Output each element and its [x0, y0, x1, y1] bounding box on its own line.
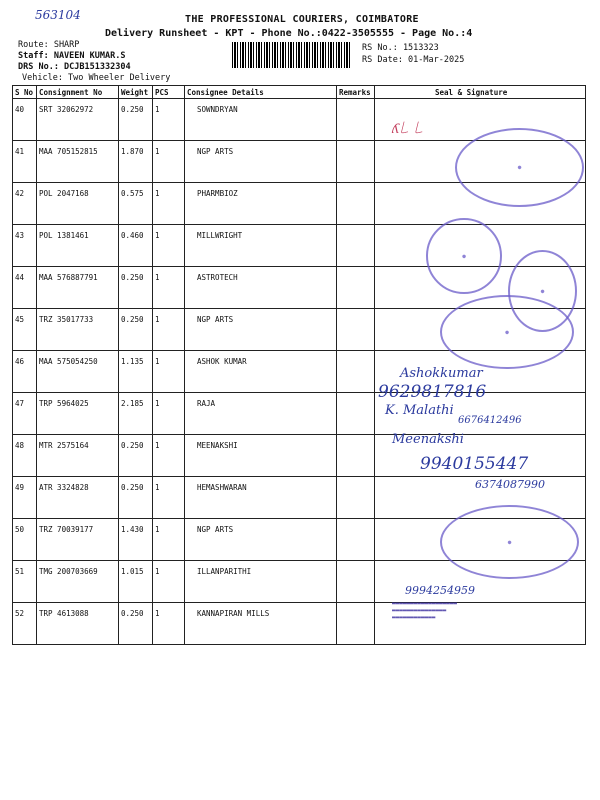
table-row	[13, 393, 586, 435]
cell-sno: 41	[13, 141, 37, 183]
cell-weight: 2.185	[119, 393, 153, 435]
col-pcs: PCS	[153, 86, 185, 99]
cell-consignee: ASTROTECH	[185, 267, 337, 309]
phone-49b: 6374087990	[475, 478, 545, 491]
cell-pcs: 1	[153, 351, 185, 393]
cell-remarks	[337, 351, 375, 393]
cell-pcs: 1	[153, 561, 185, 603]
cell-sno: 47	[13, 393, 37, 435]
phone-51: 9994254959	[405, 584, 475, 597]
cell-sno: 50	[13, 519, 37, 561]
cell-weight: 1.430	[119, 519, 153, 561]
phone-47: 6676412496	[458, 415, 522, 426]
cell-weight: 0.250	[119, 603, 153, 645]
signature-47: K. Malathi	[385, 403, 454, 418]
cell-sno: 42	[13, 183, 37, 225]
handwritten-reference-number: 563104	[35, 8, 81, 22]
cell-remarks	[337, 99, 375, 141]
cell-consignment: TMG 200703669	[37, 561, 119, 603]
col-consignee: Consignee Details	[185, 86, 337, 99]
cell-consignee: MEENAKSHI	[185, 435, 337, 477]
drs-number: DRS No.: DCJB151332304	[18, 62, 131, 72]
cell-remarks	[337, 603, 375, 645]
cell-consignment: TRP 5964025	[37, 393, 119, 435]
cell-sno: 49	[13, 477, 37, 519]
cell-consignee: MILLWRIGHT	[185, 225, 337, 267]
cell-pcs: 1	[153, 519, 185, 561]
col-remarks: Remarks	[337, 86, 375, 99]
cell-remarks	[337, 225, 375, 267]
cell-sno: 45	[13, 309, 37, 351]
document-title: THE PROFESSIONAL COURIERS, COIMBATORE	[185, 14, 419, 25]
cell-consignment: POL 1381461	[37, 225, 119, 267]
cell-consignee: RAJA	[185, 393, 337, 435]
cell-consignee: ILLANPARITHI	[185, 561, 337, 603]
ngp-seal-stamp-1: ●	[440, 295, 574, 369]
table-header-row	[13, 86, 586, 99]
cell-weight: 1.870	[119, 141, 153, 183]
cell-consignment: MAA 705152815	[37, 141, 119, 183]
cell-consignee: SOWNDRYAN	[185, 99, 337, 141]
cell-remarks	[337, 141, 375, 183]
cell-remarks	[337, 393, 375, 435]
cell-consignment: TRP 4613088	[37, 603, 119, 645]
cell-consignee: PHARMBIOZ	[185, 183, 337, 225]
cell-sno: 51	[13, 561, 37, 603]
cell-sno: 44	[13, 267, 37, 309]
signature-40: ʎ꒒ ꒒	[392, 122, 424, 137]
document-subtitle: Delivery Runsheet - KPT - Phone No.:0422-3505555 - Page No.:4	[105, 28, 473, 39]
barcode	[232, 42, 352, 68]
cell-remarks	[337, 309, 375, 351]
cell-pcs: 1	[153, 309, 185, 351]
signature-48: Meenakshi	[392, 432, 464, 447]
cell-pcs: 1	[153, 99, 185, 141]
cell-pcs: 1	[153, 267, 185, 309]
col-weight: Weight	[119, 86, 153, 99]
cell-consignee: ASHOK KUMAR	[185, 351, 337, 393]
cell-pcs: 1	[153, 393, 185, 435]
cell-weight: 0.250	[119, 435, 153, 477]
cell-consignee: KANNAPIRAN MILLS	[185, 603, 337, 645]
vehicle-label: Vehicle: Two Wheeler Delivery	[22, 73, 171, 83]
round-seal-stamp: ●	[426, 218, 502, 294]
cell-weight: 0.250	[119, 99, 153, 141]
cell-sno: 48	[13, 435, 37, 477]
cell-weight: 1.015	[119, 561, 153, 603]
cell-pcs: 1	[153, 183, 185, 225]
cell-sno: 40	[13, 99, 37, 141]
col-sno: S No	[13, 86, 37, 99]
cell-sno: 43	[13, 225, 37, 267]
cell-remarks	[337, 519, 375, 561]
cell-consignee: NGP ARTS	[185, 141, 337, 183]
company-seal-stamp: ●	[455, 128, 584, 207]
kannapiran-mills-stamp: ▬▬▬▬▬▬▬▬▬▬▬▬▬▬▬▬▬▬ ▬▬▬▬▬▬▬▬▬▬▬▬▬▬▬ ▬▬▬▬▬▬▬▬▬▬▬▬	[392, 600, 458, 621]
phone-49: 9940155447	[420, 454, 529, 474]
cell-pcs: 1	[153, 225, 185, 267]
col-consignment: Consignment No	[37, 86, 119, 99]
cell-weight: 0.250	[119, 267, 153, 309]
cell-sno: 46	[13, 351, 37, 393]
cell-pcs: 1	[153, 141, 185, 183]
cell-weight: 0.460	[119, 225, 153, 267]
signature-46: Ashokkumar	[400, 366, 483, 381]
cell-consignment: MAA 576887791	[37, 267, 119, 309]
cell-pcs: 1	[153, 477, 185, 519]
cell-weight: 1.135	[119, 351, 153, 393]
route-label: Route: SHARP	[18, 40, 80, 50]
cell-consignee: NGP ARTS	[185, 519, 337, 561]
cell-consignment: SRT 32062972	[37, 99, 119, 141]
cell-consignment: ATR 3324828	[37, 477, 119, 519]
cell-remarks	[337, 561, 375, 603]
cell-consignment: TRZ 35017733	[37, 309, 119, 351]
rs-number: RS No.: 1513323	[362, 43, 439, 53]
phone-46: 9629817816	[378, 382, 487, 402]
cell-remarks	[337, 435, 375, 477]
cell-remarks	[337, 477, 375, 519]
cell-weight: 0.250	[119, 309, 153, 351]
cell-consignment: POL 2047168	[37, 183, 119, 225]
staff-label: Staff: NAVEEN KUMAR.S	[18, 51, 126, 61]
cell-pcs: 1	[153, 435, 185, 477]
cell-pcs: 1	[153, 603, 185, 645]
cell-consignment: MTR 2575164	[37, 435, 119, 477]
cell-consignee: HEMASHWARAN	[185, 477, 337, 519]
cell-consignee: NGP ARTS	[185, 309, 337, 351]
cell-weight: 0.575	[119, 183, 153, 225]
cell-consignment: MAA 575054250	[37, 351, 119, 393]
cell-weight: 0.250	[119, 477, 153, 519]
cell-remarks	[337, 183, 375, 225]
cell-sno: 52	[13, 603, 37, 645]
cell-remarks	[337, 267, 375, 309]
cell-consignment: TRZ 70039177	[37, 519, 119, 561]
ngp-seal-stamp-2: ●	[440, 505, 579, 579]
rs-date: RS Date: 01-Mar-2025	[362, 55, 465, 65]
astrotech-seal-stamp: ●	[508, 250, 577, 332]
col-seal-signature: Seal & Signature	[375, 86, 586, 99]
